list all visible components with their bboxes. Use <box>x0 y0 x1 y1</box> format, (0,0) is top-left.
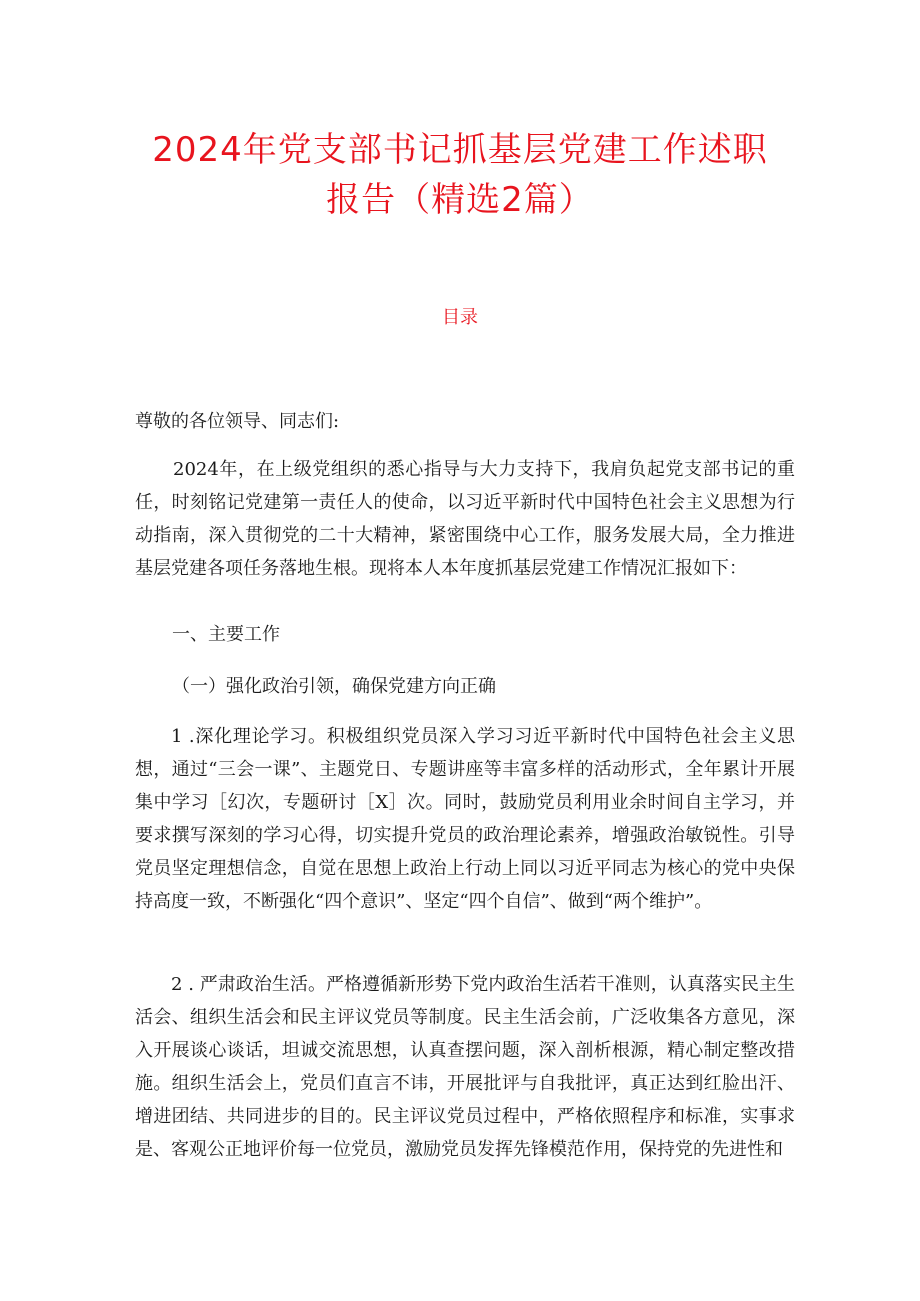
document-title-line-2-text: 报告（精选2篇） <box>326 180 594 220</box>
intro-paragraph: 2024年，在上级党组织的悉心指导与大力支持下，我肩负起党支部书记的重任，时刻铭记党建第一责任人的使命，以习近平新时代中国特色社会主义思想为行动指南，深入贯彻党的二十大精神，紧密围绕中心工作，服务发展大局，全力推进基层党建各项任务落地生根。现将本人本年度抓基层党建工作情况汇报如下： <box>135 459 795 579</box>
subsection-heading: （一）强化政治引领，确保党建方向正确 <box>172 676 496 697</box>
item-2-paragraph: 2 . 严肃政治生活。严格遵循新形势下党内政治生活若干准则，认真落实民主生活会、组织生活会和民主评议党员等制度。民主生活会前，广泛收集各方意见，深入开展谈心谈话，坦诚交流思想，认真查摆问题，深入剖析根源，精心制定整改措施。组织生活会上，党员们直言不讳，开展批评与自我批评，真正达到红脸出汗、增进团结、共同进步的目的。民主评议党员过程中，严格依照程序和标准，实事求是、客观公正地评价每一位党员，激励党员发挥先锋模范作用，保持党的先进性和 <box>135 974 795 1160</box>
document-title-line-2 <box>0 176 920 224</box>
document-title-line-1: 2024年党支部书记抓基层党建工作述职 <box>152 130 768 170</box>
greeting: 尊敬的各位领导、同志们: <box>135 411 340 432</box>
toc-label: 目录 <box>442 307 478 328</box>
item-1-paragraph: 1 .深化理论学习。积极组织党员深入学习习近平新时代中国特色社会主义思想，通过“三会一课”、主题党日、专题讲座等丰富多样的活动形式，全年累计开展集中学习［幻次，专题研讨［X］次。同时，鼓励党员利用业余时间自主学习，并要求撰写深刻的学习心得，切实提升党员的政治理论素养，增强政治敏锐性。引导党员坚定理想信念，自觉在思想上政治上行动上同以习近平同志为核心的党中央保持高度一致，不断强化“四个意识”、坚定“四个自信”、做到“两个维护”。 <box>135 726 795 912</box>
section-heading: 一、主要工作 <box>172 624 280 645</box>
